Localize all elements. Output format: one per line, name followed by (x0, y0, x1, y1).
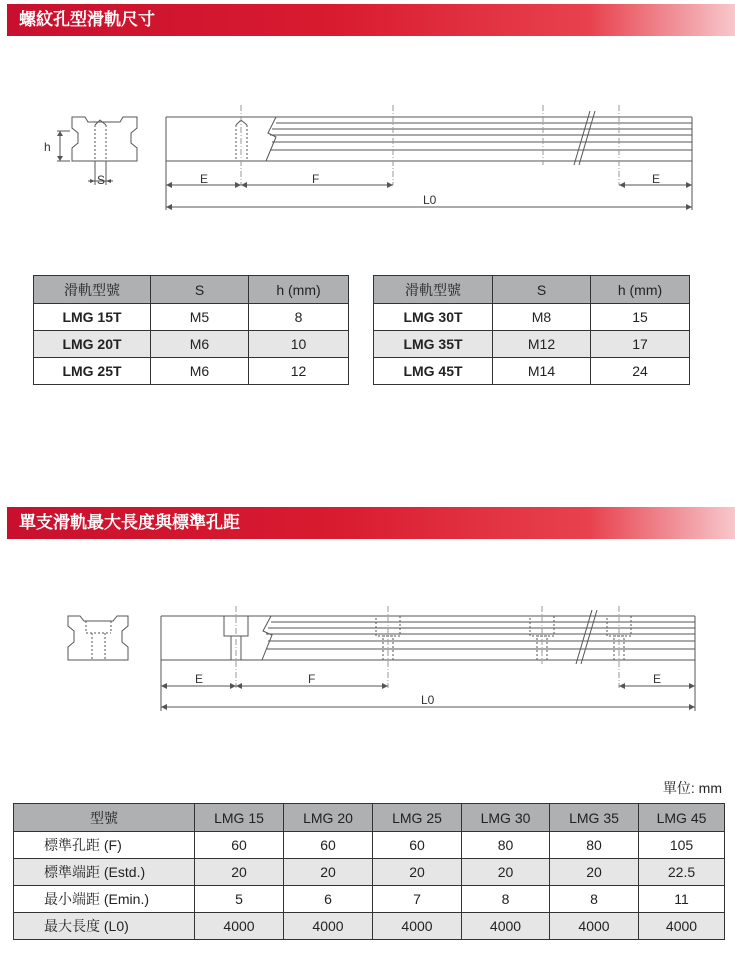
table-row (34, 331, 349, 358)
threaded-rail-drawing (0, 95, 735, 220)
col-header-model: 滑軌型號 (374, 276, 493, 304)
cell-s: M6 (151, 331, 249, 358)
cell-s: M12 (493, 331, 591, 358)
table-row (374, 304, 690, 331)
cell: 105 (639, 832, 725, 859)
dim-label-f: F (312, 172, 320, 186)
cell: 80 (462, 832, 550, 859)
cell-model: LMG 25T (34, 358, 151, 385)
cell-s: M5 (151, 304, 249, 331)
cell-h: 12 (249, 358, 349, 385)
dim-label-f: F (308, 672, 316, 686)
dim-label-e-left: E (200, 172, 209, 186)
col-header-h: h (mm) (591, 276, 690, 304)
col-header-lmg20: LMG 20 (284, 804, 373, 832)
dim-label-h: h (44, 140, 51, 154)
dim-label-l0: L0 (421, 693, 435, 707)
cell-model: LMG 15T (34, 304, 151, 331)
cell-h: 10 (249, 331, 349, 358)
cell-model: LMG 35T (374, 331, 493, 358)
col-header-lmg30: LMG 30 (462, 804, 550, 832)
col-header-s: S (493, 276, 591, 304)
cell: 20 (550, 859, 639, 886)
table-row (374, 358, 690, 385)
section-title-max-length: 單支滑軌最大長度與標準孔距 (7, 507, 735, 539)
cell: 60 (195, 832, 284, 859)
cell-model: LMG 45T (374, 358, 493, 385)
cell: 7 (373, 886, 462, 913)
dim-label-e-right: E (652, 172, 661, 186)
dim-label-s: S (97, 173, 106, 187)
cell-model: LMG 20T (34, 331, 151, 358)
cell-s: M6 (151, 358, 249, 385)
cell: 4000 (639, 913, 725, 940)
cell-s: M14 (493, 358, 591, 385)
section-title-threaded-rail: 螺紋孔型滑軌尺寸 (7, 4, 735, 36)
table-row (14, 859, 725, 886)
threaded-rail-table-small (33, 275, 349, 385)
col-header-lmg45: LMG 45 (639, 804, 725, 832)
cell-h: 24 (591, 358, 690, 385)
cell: 4000 (284, 913, 373, 940)
threaded-rail-table-large (373, 275, 690, 385)
col-header-lmg15: LMG 15 (195, 804, 284, 832)
cell-h: 17 (591, 331, 690, 358)
cell-model: LMG 30T (374, 304, 493, 331)
dim-label-l0: L0 (423, 193, 437, 207)
dim-label-e-left: E (195, 672, 204, 686)
cell: 22.5 (639, 859, 725, 886)
cell: 8 (462, 886, 550, 913)
cell: 20 (284, 859, 373, 886)
table-row (14, 913, 725, 940)
cell: 4000 (550, 913, 639, 940)
table-row (14, 832, 725, 859)
col-header-s: S (151, 276, 249, 304)
table-row (34, 304, 349, 331)
unit-label: 單位: mm (662, 780, 722, 796)
row-label: 標準端距 (Estd.) (14, 859, 195, 886)
cell: 60 (284, 832, 373, 859)
cell: 5 (195, 886, 284, 913)
cell: 11 (639, 886, 725, 913)
cell: 4000 (373, 913, 462, 940)
rail-length-table (13, 803, 725, 940)
col-header-lmg25: LMG 25 (373, 804, 462, 832)
rail-length-drawing (0, 598, 735, 718)
cell: 4000 (462, 913, 550, 940)
cell: 6 (284, 886, 373, 913)
cell: 20 (373, 859, 462, 886)
cell-h: 15 (591, 304, 690, 331)
cell: 8 (550, 886, 639, 913)
col-header-model: 滑軌型號 (34, 276, 151, 304)
col-header-lmg35: LMG 35 (550, 804, 639, 832)
cell: 4000 (195, 913, 284, 940)
table-row (34, 358, 349, 385)
cell-h: 8 (249, 304, 349, 331)
table-row (374, 331, 690, 358)
cell: 20 (462, 859, 550, 886)
row-label: 最小端距 (Emin.) (14, 886, 195, 913)
dim-label-e-right: E (653, 672, 662, 686)
row-label: 最大長度 (L0) (14, 913, 195, 940)
col-header-model: 型號 (14, 804, 195, 832)
col-header-h: h (mm) (249, 276, 349, 304)
cell: 60 (373, 832, 462, 859)
table-row (14, 886, 725, 913)
cell: 80 (550, 832, 639, 859)
cell: 20 (195, 859, 284, 886)
row-label: 標準孔距 (F) (14, 832, 195, 859)
cell-s: M8 (493, 304, 591, 331)
